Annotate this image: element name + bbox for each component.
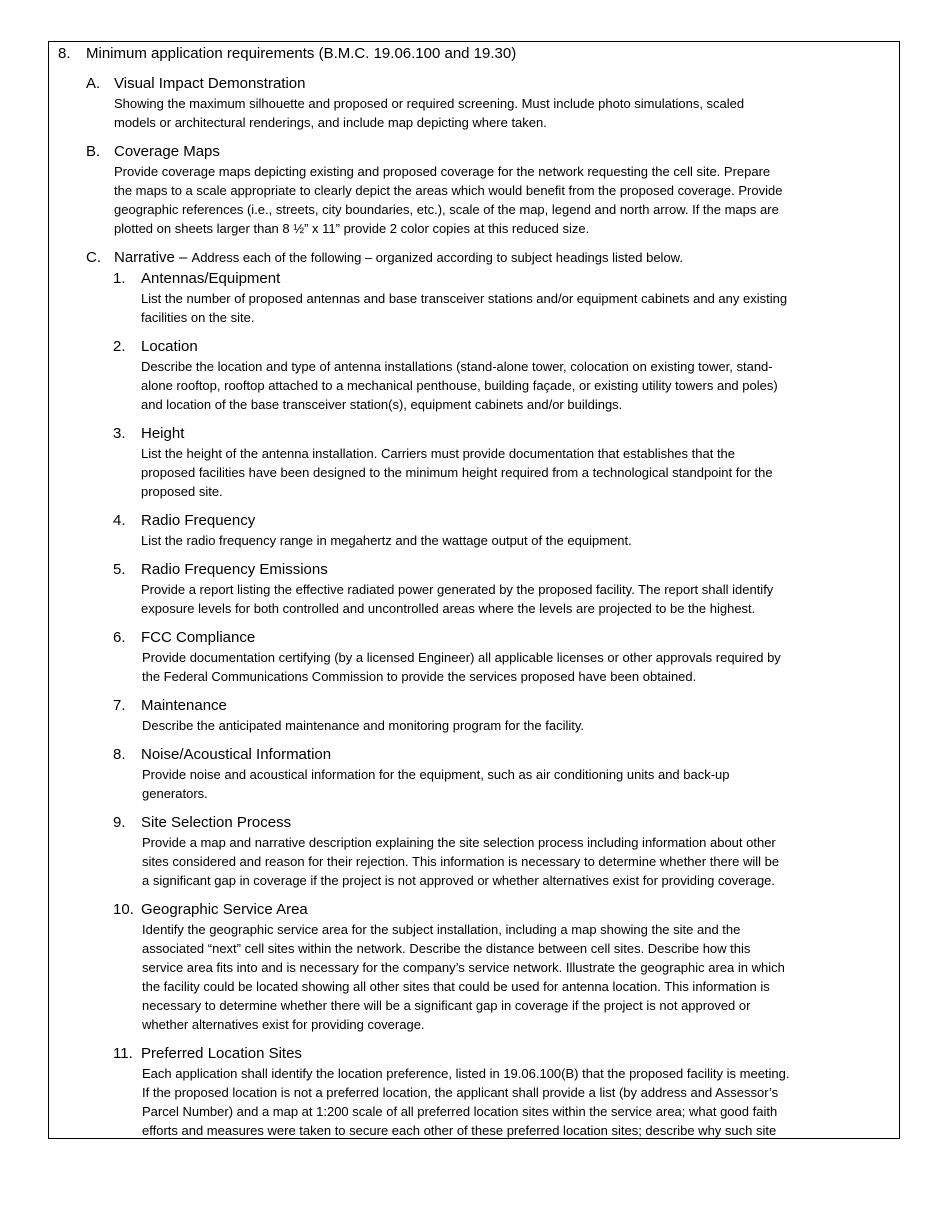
subsection-letter: A. <box>86 75 101 92</box>
body-line: Provide coverage maps depicting existing and proposed coverage for the network requesting the cell site. Prepare <box>114 164 771 179</box>
item-body <box>142 648 781 686</box>
body-line: a significant gap in coverage if the project is not approved or whether alternatives exist for providing coverage. <box>142 873 776 888</box>
body-line: Provide a map and narrative description explaining the site selection process including information about other <box>142 835 776 850</box>
item-title: Antennas/Equipment <box>141 270 281 287</box>
item-body <box>141 444 773 501</box>
item-title: FCC Compliance <box>141 629 256 646</box>
item-number: 6. <box>113 629 126 646</box>
subsection-body <box>114 162 782 238</box>
body-line: geographic references (i.e., streets, city boundaries, etc.), scale of the map, legend and north arrow. If the maps are <box>114 202 779 217</box>
body-line: the maps to a scale appropriate to clearly depict the areas which would benefit from the proposed coverage. Provide <box>114 183 783 198</box>
item-title: Radio Frequency <box>141 512 256 529</box>
item-title: Preferred Location Sites <box>141 1045 302 1062</box>
body-line: proposed facilities have been designed to the minimum height required from a technological standpoint for the <box>141 465 773 480</box>
body-line: Describe the location and type of antenna installations (stand-alone tower, colocation on existing tower, stand- <box>141 359 773 374</box>
item-number: 4. <box>113 512 126 529</box>
item-body <box>141 531 632 550</box>
body-line: the Federal Communications Commission to provide the services proposed have been obtained. <box>142 669 697 684</box>
body-line: service area fits into and is necessary for the company’s service network. Illustrate the geographic area in which <box>142 960 785 975</box>
body-line: Provide a report listing the effective radiated power generated by the proposed facility. The report shall identify <box>141 582 774 597</box>
body-line: Showing the maximum silhouette and proposed or required screening. Must include photo simulations, scaled <box>114 96 745 111</box>
body-line: facilities on the site. <box>141 310 255 325</box>
item-body <box>142 716 584 735</box>
body-line: the facility could be located showing all other sites that could be used for antenna location. This information is <box>142 979 770 994</box>
section-title: Minimum application requirements (B.M.C. 19.06.100 and 19.30) <box>86 45 517 62</box>
body-line: Provide noise and acoustical information for the equipment, such as air conditioning units and back-up <box>142 767 730 782</box>
item-number: 3. <box>113 425 126 442</box>
item-number: 7. <box>113 697 126 714</box>
body-line: proposed site. <box>141 484 223 499</box>
item-title: Site Selection Process <box>141 814 292 831</box>
body-line: efforts and measures were taken to secure each other of these preferred location sites; describe why such site <box>142 1123 777 1138</box>
item-title: Height <box>141 425 185 442</box>
item-body <box>142 833 779 890</box>
document-frame <box>48 41 900 1139</box>
body-line: Parcel Number) and a map at 1:200 scale of all preferred location sites within the service area; what good faith <box>142 1104 778 1119</box>
body-line: List the number of proposed antennas and base transceiver stations and/or equipment cabinets and any existing <box>141 291 788 306</box>
item-number: 11. <box>113 1045 133 1062</box>
body-line: associated “next” cell sites within the network. Describe the distance between cell sites. Describe how this <box>142 941 751 956</box>
item-title: Maintenance <box>141 697 227 714</box>
subsection-title: Visual Impact Demonstration <box>114 75 306 92</box>
item-number: 8. <box>113 746 126 763</box>
item-body <box>141 580 773 618</box>
item-body <box>142 1064 790 1139</box>
item-body <box>142 765 730 803</box>
item-title: Radio Frequency Emissions <box>141 561 328 578</box>
body-line: Provide documentation certifying (by a licensed Engineer) all applicable licenses or other approvals required by <box>142 650 781 665</box>
item-title: Noise/Acoustical Information <box>141 746 332 763</box>
narrative-heading <box>114 249 683 267</box>
body-line: and location of the base transceiver station(s), equipment cabinets and/or buildings. <box>141 397 623 412</box>
body-line: If the proposed location is not a preferred location, the applicant shall provide a list (by address and Assessor’s <box>142 1085 779 1100</box>
body-line: Each application shall identify the location preference, listed in 19.06.100(B) that the proposed facility is meeting. <box>142 1066 790 1081</box>
item-number: 2. <box>113 338 126 355</box>
item-body <box>141 289 787 327</box>
item-body <box>141 357 778 414</box>
body-line: List the height of the antenna installation. Carriers must provide documentation that establishes that the <box>141 446 736 461</box>
body-line: plotted on sheets larger than 8 ½” x 11” provide 2 color copies at this reduced size. <box>114 221 590 236</box>
item-number: 5. <box>113 561 126 578</box>
narrative-intro: Address each of the following – organized according to subject headings listed below. <box>191 250 683 265</box>
body-line: alone rooftop, rooftop attached to a mechanical penthouse, building façade, or existing utility towers and poles) <box>141 378 778 393</box>
subsection-body <box>114 94 744 132</box>
item-title: Location <box>141 338 198 355</box>
item-body <box>142 920 785 1034</box>
body-line: Describe the anticipated maintenance and monitoring program for the facility. <box>142 718 584 733</box>
body-line: exposure levels for both controlled and uncontrolled areas where the levels are projected to be the highest. <box>141 601 756 616</box>
item-number: 9. <box>113 814 126 831</box>
subsection-letter: C. <box>86 249 101 266</box>
item-number: 1. <box>113 270 126 287</box>
subsection-letter: B. <box>86 143 101 160</box>
subsection-title: Coverage Maps <box>114 143 220 160</box>
body-line: models or architectural renderings, and include map depicting where taken. <box>114 115 547 130</box>
item-number: 10. <box>113 901 134 918</box>
body-line: Identify the geographic service area for the subject installation, including a map showing the site and the <box>142 922 741 937</box>
body-line: whether alternatives exist for providing coverage. <box>142 1017 425 1032</box>
body-line: generators. <box>142 786 208 801</box>
body-line: List the radio frequency range in megahertz and the wattage output of the equipment. <box>141 533 632 548</box>
section-number: 8. <box>58 45 71 62</box>
item-title: Geographic Service Area <box>141 901 308 918</box>
body-line: necessary to determine whether there will be a significant gap in coverage if the project is not approved or <box>142 998 751 1013</box>
body-line: sites considered and reason for their rejection. This information is necessary to determine whether there will be <box>142 854 780 869</box>
subsection-title: Narrative – <box>114 249 192 266</box>
